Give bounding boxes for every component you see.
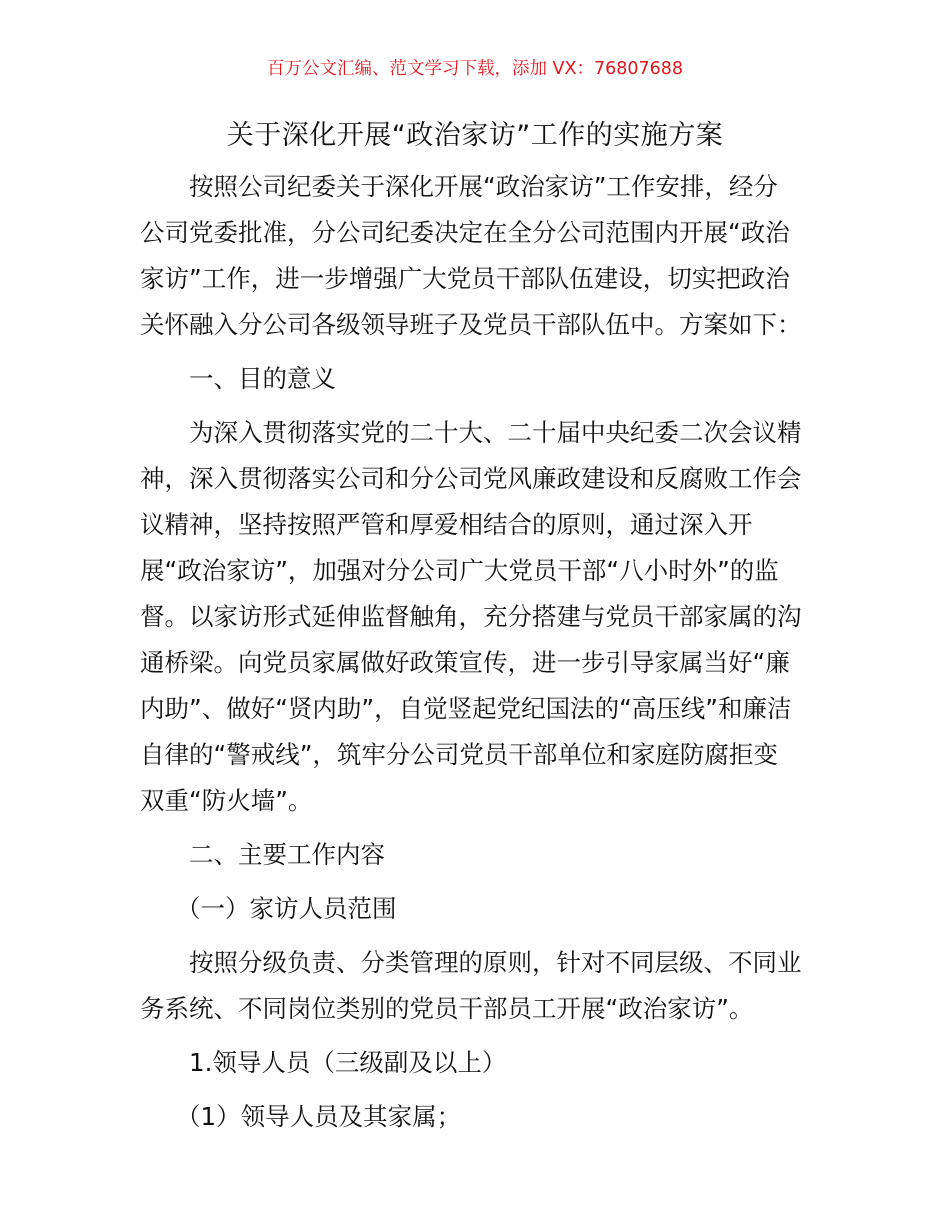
text-line: 内助”、做好“贤内助”，自觉竖起党纪国法的“高压线”和廉洁: [140, 694, 792, 723]
section-heading-purpose: 一、目的意义: [189, 364, 336, 393]
text-line: 按照分级负责、分类管理的原则，针对不同层级、不同业: [189, 948, 802, 977]
text-line: 自律的“警戒线”，筑牢分公司党员干部单位和家庭防腐拒变: [140, 740, 778, 769]
document-body: [140, 164, 812, 1140]
intro-paragraph: [140, 164, 812, 210]
watermark-banner: 百万公文汇编、范文学习下载，添加 VX：76807688: [266, 59, 684, 79]
text-line: 展“政治家访”，加强对分公司广大党员干部“八小时外”的监: [140, 556, 779, 585]
text-line: 家访”工作，进一步增强广大党员干部队伍建设，切实把政治: [140, 264, 790, 293]
text-line: 通桥梁。向党员家属做好政策宣传，进一步引导家属当好“廉: [140, 648, 790, 677]
sub-item-leaders-family: （1）领导人员及其家属；: [176, 1102, 462, 1131]
scope-paragraph: [140, 940, 812, 1032]
text-line: 按照公司纪委关于深化开展“政治家访”工作安排，经分: [189, 172, 778, 201]
text-line: 议精神，坚持按照严管和厚爱相结合的原则，通过深入开: [140, 510, 753, 539]
text-line: 关怀融入分公司各级领导班子及党员干部队伍中。方案如下：: [140, 310, 802, 339]
text-line: 神，深入贯彻落实公司和分公司党风廉政建设和反腐败工作会: [140, 464, 802, 493]
text-line: 务系统、不同岗位类别的党员干部员工开展“政治家访”。: [140, 994, 754, 1023]
text-line: 双重“防火墙”。: [140, 786, 313, 815]
text-line: 督。以家访形式延伸监督触角，充分搭建与党员干部家属的沟: [140, 602, 802, 631]
document-title: 关于深化开展“政治家访”工作的实施方案: [226, 120, 724, 151]
purpose-paragraph: [140, 410, 812, 824]
subsection-heading-scope: （一）家访人员范围: [176, 894, 397, 923]
text-line: 为深入贯彻落实党的二十大、二十届中央纪委二次会议精: [189, 418, 802, 447]
intro-paragraph-cont: [140, 210, 812, 348]
section-heading-main-work: 二、主要工作内容: [189, 840, 385, 869]
text-line: 公司党委批准，分公司纪委决定在全分公司范围内开展“政治: [140, 218, 790, 247]
item-heading-leaders: 1.领导人员（三级副及以上）: [189, 1048, 507, 1077]
